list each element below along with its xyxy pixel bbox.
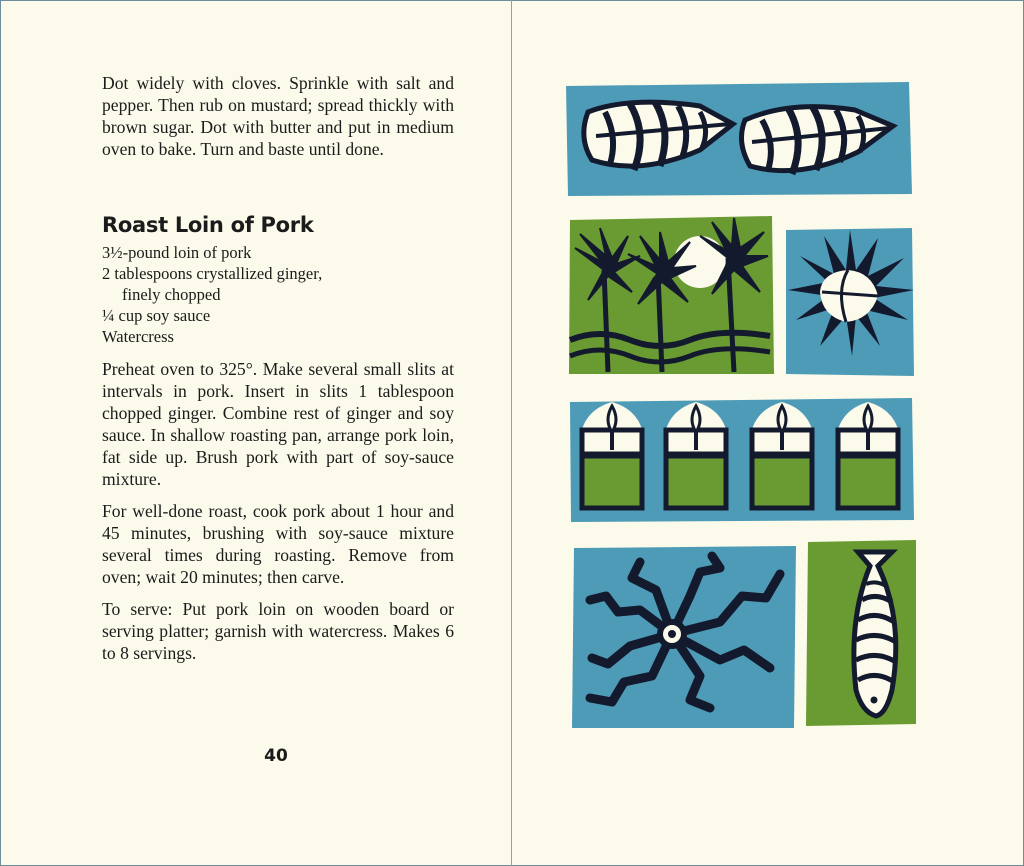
ingredient-item: ¼ cup soy sauce	[102, 306, 211, 325]
page-number: 40	[264, 746, 288, 766]
shells-panel	[566, 82, 912, 196]
recipe-title: Roast Loin of Pork	[102, 213, 314, 237]
palm-trees-panel	[569, 216, 774, 374]
fish-panel	[806, 540, 916, 726]
candle-icon	[580, 402, 644, 508]
candle-icon	[750, 402, 814, 508]
octopus-panel	[572, 546, 796, 728]
ingredient-item: 2 tablespoons crystallized ginger,	[102, 264, 323, 283]
ingredient-item: finely chopped	[122, 285, 221, 304]
ingredient-item: Watercress	[102, 327, 174, 346]
recipe-step: Preheat oven to 325°. Make several small slits at intervals in pork. Insert in slits 1 tablespoon chopped ginger. Combine rest of ginger and soy sauce. In shallow roasting pan, arrange pork loin, fat side up. Brush pork with part of soy-sauce mixture.	[102, 359, 454, 489]
candle-icon	[664, 402, 728, 508]
intro-paragraph: Dot widely with cloves. Sprinkle with salt and pepper. Then rub on mustard; spread thickly with brown sugar. Dot with butter and put in medium oven to bake. Turn and baste until done.	[102, 73, 454, 159]
recipe-step: For well-done roast, cook pork about 1 hour and 45 minutes, brushing with soy-sauce mixture several times during roasting. Remove from oven; wait 20 minutes; then carve.	[102, 501, 454, 587]
ingredient-item: 3½-pound loin of pork	[102, 243, 252, 262]
candles-panel	[570, 398, 914, 522]
candle-icon	[836, 402, 900, 508]
sun-burst-panel	[786, 228, 914, 376]
recipe-step: To serve: Put pork loin on wooden board or serving platter; garnish with watercress. Makes 6 to 8 servings.	[102, 599, 454, 663]
